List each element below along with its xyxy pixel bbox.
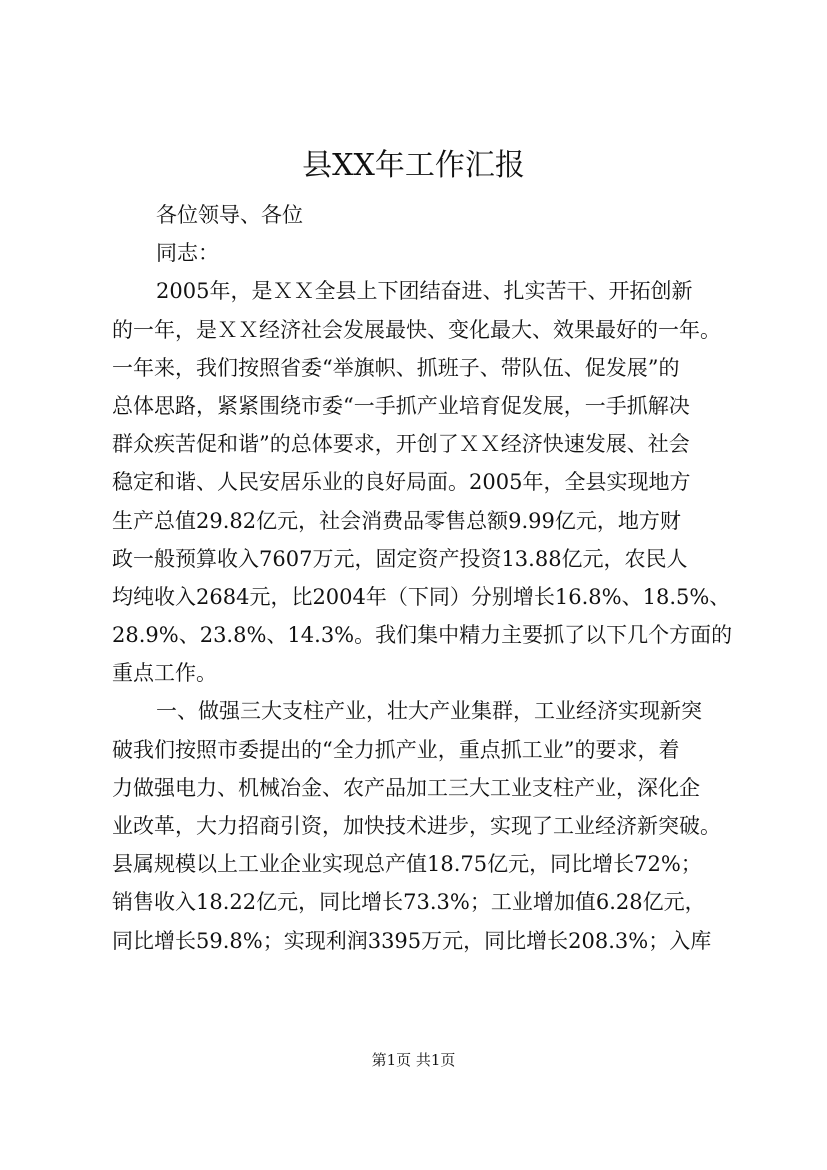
body-line: 28.9%、23.8%、14.3%。我们集中精力主要抓了以下几个方面的 bbox=[112, 623, 733, 648]
body-line: 一、做强三大支柱产业，壮大产业集群，工业经济实现新突 bbox=[156, 699, 702, 724]
document-body bbox=[112, 196, 733, 960]
body-line: 销售收入18.22亿元，同比增长73.3%；工业增加值6.28亿元， bbox=[112, 890, 706, 915]
body-line: 重点工作。 bbox=[112, 661, 217, 686]
body-line: 生产总值29.82亿元，社会消费品零售总额9.99亿元，地方财 bbox=[112, 508, 681, 533]
body-line: 2005年，是ＸＸ全县上下团结奋进、扎实苦干、开拓创新 bbox=[156, 279, 693, 304]
body-line: 县属规模以上工业企业实现总产值18.75亿元，同比增长72%； bbox=[112, 852, 702, 877]
document-title: 县XX年工作汇报 bbox=[302, 148, 525, 183]
body-line: 均纯收入2684元，比2004年（下同）分别增长16.8%、18.5%、 bbox=[112, 584, 731, 609]
body-line: 同比增长59.8%；实现利润3395万元，同比增长208.3%；入库 bbox=[112, 928, 712, 953]
body-line: 业改革，大力招商引资，加快技术进步，实现了工业经济新突破。 bbox=[112, 814, 721, 838]
body-line: 总体思路，紧紧围绕市委“一手抓产业培育促发展，一手抓解决 bbox=[112, 393, 690, 418]
body-line: 政一般预算收入7607万元，固定资产投资13.88亿元，农民人 bbox=[112, 546, 688, 571]
body-line: 力做强电力、机械冶金、农产品加工三大工业支柱产业，深化企 bbox=[112, 775, 700, 800]
body-line: 同志： bbox=[156, 241, 219, 266]
body-line: 破我们按照市委提出的“全力抓产业，重点抓工业”的要求，着 bbox=[112, 737, 680, 762]
body-line: 一年来，我们按照省委“举旗帜、抓班子、带队伍、促发展”的 bbox=[112, 355, 680, 380]
page-footer: 第1页 共1页 bbox=[371, 1051, 456, 1069]
body-line: 的一年，是ＸＸ经济社会发展最快、变化最大、效果最好的一年。 bbox=[112, 317, 721, 342]
body-line: 群众疾苦促和谐”的总体要求，开创了ＸＸ经济快速发展、社会 bbox=[112, 432, 690, 457]
body-line: 稳定和谐、人民安居乐业的良好局面。2005年，全县实现地方 bbox=[112, 470, 691, 495]
body-line: 各位领导、各位 bbox=[156, 203, 303, 227]
